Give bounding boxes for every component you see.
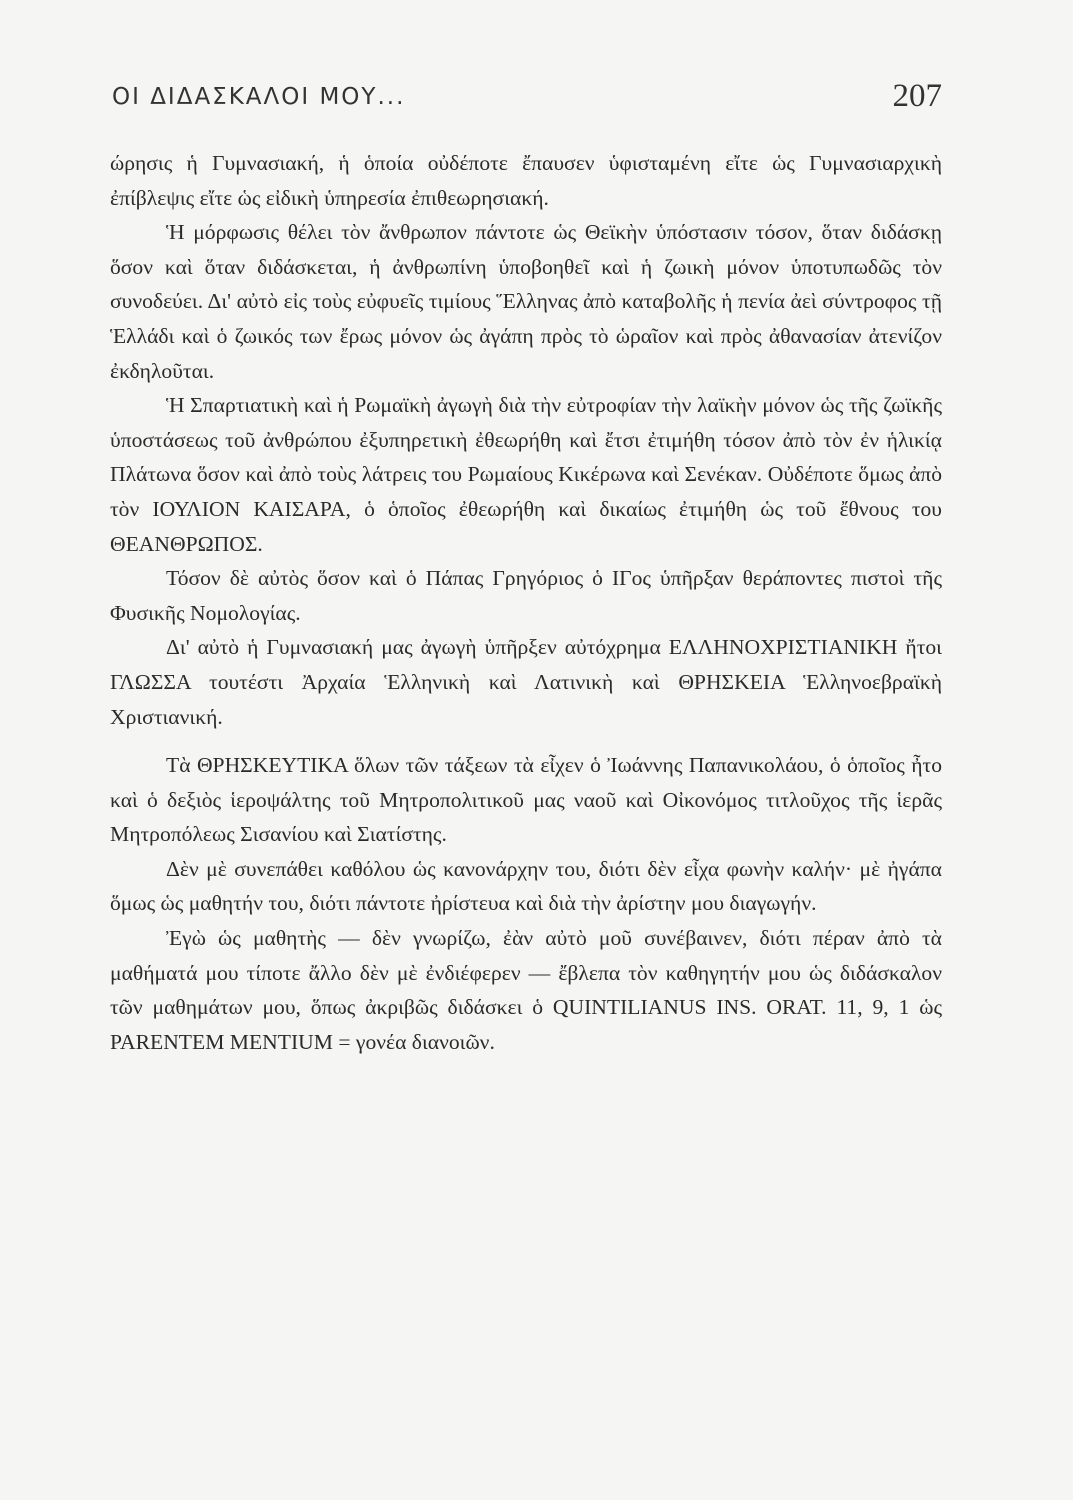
running-title: ΟΙ ΔΙΔΑΣΚΑΛΟΙ ΜΟΥ... (112, 84, 406, 110)
body-text (110, 146, 942, 1059)
paragraph: Ἡ μόρφωσις θέλει τὸν ἄνθρωπον πάντοτε ὡς Θεϊκὴν ὑπόστασιν τόσον, ὅταν διδάσκῃ ὅσον καὶ ὅταν διδάσκεται, ἡ ἀνθρωπίνη ὑποβοηθεῖ καὶ ἡ ζωικὴ μόνον ὑποτυπωδῶς τὸν συνοδεύει. Δι' αὐτὸ εἰς τοὺς εὐφυεῖς τιμίους Ἕλληνας ἀπὸ καταβολῆς ἡ πενία ἀεὶ σύντροφος τῇ Ἑλλάδι καὶ ὁ ζωικός των ἔρως μόνον ὡς ἀγάπη πρὸς τὸ ὡραῖον καὶ πρὸς ἀθανασίαν ἀτενίζον ἐκδηλοῦται. (110, 220, 942, 383)
paragraph: Ἐγὼ ὡς μαθητὴς — δὲν γνωρίζω, ἐὰν αὐτὸ μοῦ συνέβαινεν, διότι πέραν ἀπὸ τὰ μαθήματά μου τίποτε ἄλλο δὲν μὲ ἐνδιέφερεν — ἔβλεπα τὸν καθηγητήν μου ὡς διδάσκαλον τῶν μαθημάτων μου, ὅπως ἀκριβῶς διδάσκει ὁ QUINTILIANUS INS. ORAT. 11, 9, 1 ὡς PARENTEM MENTIUM = γονέα διανοιῶν. (110, 926, 942, 1054)
paragraph-continuation: ώρησις ἡ Γυμνασιακή, ἡ ὁποία οὐδέποτε ἔπαυσεν ὑφισταμένη εἴτε ὡς Γυμνασιαρχικὴ ἐπίβλεψις εἴτε ὡς εἰδικὴ ὑπηρεσία ἐπιθεωρησιακή. (110, 151, 942, 210)
running-head (112, 78, 942, 118)
paragraph: Δι' αὐτὸ ἡ Γυμνασιακή μας ἀγωγὴ ὑπῆρξεν αὐτόχρημα ΕΛΛΗΝΟΧΡΙΣΤΙΑΝΙΚΗ ἤτοι ΓΛΩΣΣΑ τουτέστι Ἀρχαία Ἑλληνικὴ καὶ Λατινικὴ καὶ ΘΡΗΣΚΕΙΑ Ἑλληνοεβραϊκὴ Χριστιανική. (110, 635, 942, 729)
paragraph: Τὰ ΘΡΗΣΚΕΥΤΙΚΑ ὅλων τῶν τάξεων τὰ εἶχεν ὁ Ἰωάννης Παπανικολάου, ὁ ὁποῖος ἦτο καὶ ὁ δεξιὸς ἱεροψάλτης τοῦ Μητροπολιτικοῦ μας ναοῦ καὶ Οἰκονόμος τιτλοῦχος τῆς ἱερᾶς Μητροπόλεως Σισανίου καὶ Σιατίστης. (110, 753, 942, 847)
paragraph: Τόσον δὲ αὐτὸς ὅσον καὶ ὁ Πάπας Γρηγόριος ὁ ΙΓος ὑπῆρξαν θεράποντες πιστοὶ τῆς Φυσικῆς Νομολογίας. (110, 566, 942, 625)
paragraph: Ἡ Σπαρτιατικὴ καὶ ἡ Ρωμαϊκὴ ἀγωγὴ διὰ τὴν εὐτροφίαν τὴν λαϊκὴν μόνον ὡς τῆς ζωϊκῆς ὑποστάσεως τοῦ ἀνθρώπου ἐξυπηρετικὴ ἐθεωρήθη καὶ ἔτσι ἐτιμήθη τόσον ἀπὸ τὸν ἐν ἡλικίᾳ Πλάτωνα ὅσον καὶ ἀπὸ τοὺς λάτρεις του Ρωμαίους Κικέρωνα καὶ Σενέκαν. Οὐδέποτε ὅμως ἀπὸ τὸν ΙΟΥΛΙΟΝ ΚΑΙΣΑΡΑ, ὁ ὁποῖος ἐθεωρήθη καὶ δικαίως ἐτιμήθη ὡς τοῦ ἔθνους του ΘΕΑΝΘΡΩΠΟΣ. (110, 393, 942, 556)
paragraph: Δὲν μὲ συνεπάθει καθόλου ὡς κανονάρχην του, διότι δὲν εἶχα φωνὴν καλήν· μὲ ἠγάπα ὅμως ὡς μαθητήν του, διότι πάντοτε ἠρίστευα καὶ διὰ τὴν ἀρίστην μου διαγωγήν. (110, 856, 942, 916)
page-number: 207 (892, 78, 942, 114)
